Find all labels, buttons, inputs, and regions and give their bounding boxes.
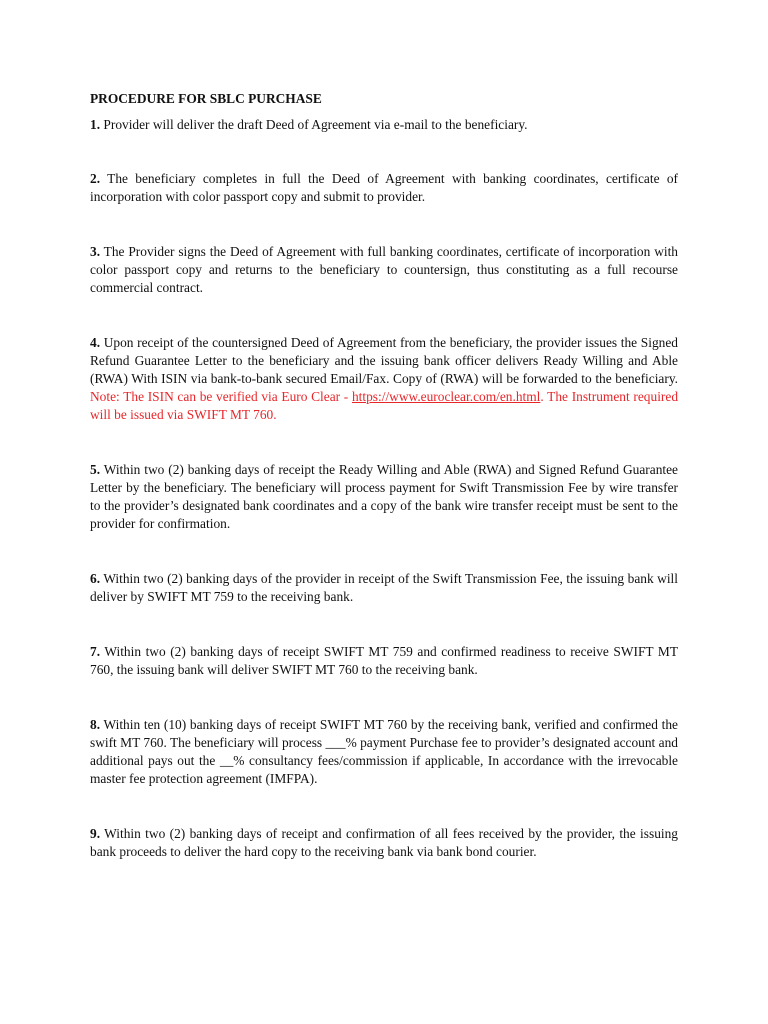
step-text: Provider will deliver the draft Deed of Agreement via e-mail to the beneficiary. — [103, 117, 528, 132]
procedure-step-9 — [90, 825, 678, 861]
step-number: 6. — [90, 571, 101, 586]
step-number: 8. — [90, 717, 101, 732]
procedure-step-4 — [90, 334, 678, 424]
procedure-step-6 — [90, 570, 678, 606]
document-title: PROCEDURE FOR SBLC PURCHASE — [90, 91, 322, 106]
step-text: Within ten (10) banking days of receipt SWIFT MT 760 by the receiving bank, verified and confirmed the swift MT 760. The beneficiary will process ___% payment Purchase fee to provider’s designated account and additional pays out the __% consultancy fees/commission if applicable, In accordance with the irrevocable master fee protection agreement (IMFPA). — [90, 717, 678, 786]
step-number: 3. — [90, 244, 101, 259]
step-text: Within two (2) banking days of receipt the Ready Willing and Able (RWA) and Signed Refund Guarantee Letter by the beneficiary. The beneficiary will process payment for Swift Transmission Fee by wire transfer to the provider’s designated bank coordinates and a copy of the bank wire transfer receipt must be sent to the provider for confirmation. — [90, 462, 679, 531]
procedure-step-7 — [90, 643, 678, 679]
step-number: 9. — [90, 826, 101, 841]
isin-note-suffix: . The Instrument required will be issued via SWIFT MT 760. — [90, 389, 679, 422]
step-text: Within two (2) banking days of receipt SWIFT MT 759 and confirmed readiness to receive SWIFT MT 760, the issuing bank will deliver SWIFT MT 760 to the receiving bank. — [90, 644, 679, 677]
step-number: 1. — [90, 117, 101, 132]
step-text: Upon receipt of the countersigned Deed of Agreement from the beneficiary, the provider issues the Signed Refund Guarantee Letter to the beneficiary and the issuing bank officer delivers Ready Willing and Able (RWA) With ISIN via bank-to-bank secured Email/Fax. Copy of (RWA) will be forwarded to the beneficiary. — [90, 335, 678, 386]
isin-note-prefix: Note: The ISIN can be verified via Euro Clear - — [90, 389, 352, 404]
step-text: The beneficiary completes in full the Deed of Agreement with banking coordinates, certificate of incorporation with color passport copy and submit to provider. — [90, 171, 678, 204]
step-text: Within two (2) banking days of receipt and confirmation of all fees received by the provider, the issuing bank proceeds to deliver the hard copy to the receiving bank via bank bond courier. — [90, 826, 679, 859]
step-number: 2. — [90, 171, 101, 186]
procedure-step-5 — [90, 461, 678, 533]
procedure-step-2 — [90, 170, 678, 206]
step-number: 5. — [90, 462, 101, 477]
procedure-step-1 — [90, 116, 678, 134]
euroclear-link[interactable]: https://www.euroclear.com/en.html — [351, 389, 541, 404]
step-number: 7. — [90, 644, 101, 659]
document-page — [90, 90, 678, 861]
step-text: The Provider signs the Deed of Agreement with full banking coordinates, certificate of incorporation with color passport copy and returns to the beneficiary to countersign, thus constituting as a full recourse commercial contract. — [90, 244, 678, 295]
procedure-step-8 — [90, 716, 678, 788]
step-text: Within two (2) banking days of the provider in receipt of the Swift Transmission Fee, the issuing bank will deliver by SWIFT MT 759 to the receiving bank. — [90, 571, 678, 604]
step-number: 4. — [90, 335, 101, 350]
procedure-step-3 — [90, 243, 678, 297]
